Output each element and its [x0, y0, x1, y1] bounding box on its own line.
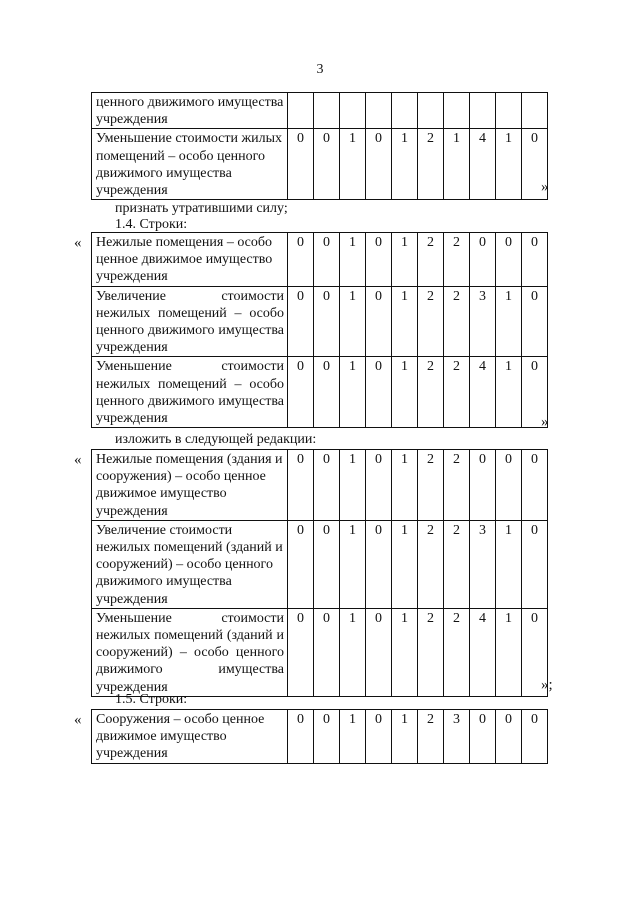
row-label: Увеличение стоимости нежилых помещений – особо ценного движимого имущества учреждения	[92, 286, 288, 357]
table-row	[92, 129, 548, 200]
code-digit-cell: 0	[366, 357, 392, 428]
code-digit-cell: 0	[522, 233, 548, 287]
code-digit-cell: 0	[496, 710, 522, 764]
code-digit-cell: 0	[470, 233, 496, 287]
code-digit-cell: 0	[288, 357, 314, 428]
code-digit-cell: 1	[496, 608, 522, 696]
code-digit-cell	[496, 93, 522, 129]
code-digit-cell: 1	[392, 520, 418, 608]
code-digit-cell	[444, 93, 470, 129]
code-digit-cell: 0	[314, 520, 340, 608]
code-digit-cell: 0	[522, 357, 548, 428]
code-digit-cell: 0	[366, 129, 392, 200]
code-digit-cell	[366, 93, 392, 129]
code-table-block-2	[91, 232, 548, 428]
row-label: Нежилые помещения – особо ценное движимое имущество учреждения	[92, 233, 288, 287]
code-digit-cell: 2	[418, 608, 444, 696]
code-digit-cell: 2	[444, 608, 470, 696]
code-digit-cell: 2	[418, 357, 444, 428]
code-digit-cell: 2	[418, 520, 444, 608]
code-digit-cell: 0	[288, 233, 314, 287]
opening-quote: «	[74, 452, 82, 468]
table-row	[92, 520, 548, 608]
row-label: Уменьшение стоимости нежилых помещений (зданий и сооружений) – особо ценного движимого имущества учреждения	[92, 608, 288, 696]
code-digit-cell: 0	[288, 520, 314, 608]
code-digit-cell: 1	[392, 710, 418, 764]
code-digit-cell: 3	[470, 286, 496, 357]
code-digit-cell: 1	[340, 233, 366, 287]
code-digit-cell: 0	[314, 608, 340, 696]
code-digit-cell: 1	[392, 357, 418, 428]
table-row	[92, 450, 548, 521]
code-digit-cell: 2	[418, 450, 444, 521]
code-digit-cell	[314, 93, 340, 129]
code-digit-cell: 1	[340, 520, 366, 608]
code-digit-cell: 0	[366, 520, 392, 608]
row-label: Нежилые помещения (здания и сооружения) – особо ценное движимое имущество учреждения	[92, 450, 288, 521]
code-digit-cell: 2	[444, 233, 470, 287]
code-digit-cell: 0	[314, 450, 340, 521]
code-digit-cell: 0	[288, 286, 314, 357]
closing-quote: »	[541, 414, 549, 430]
code-digit-cell: 1	[392, 233, 418, 287]
code-digit-cell: 1	[392, 450, 418, 521]
text-invalidate: признать утратившими силу;	[115, 201, 288, 216]
code-digit-cell: 0	[496, 450, 522, 521]
code-digit-cell	[288, 93, 314, 129]
code-digit-cell: 2	[418, 286, 444, 357]
row-label: Уменьшение стоимости жилых помещений – особо ценного движимого имущества учреждения	[92, 129, 288, 200]
row-label: Сооружения – особо ценное движимое имущество учреждения	[92, 710, 288, 764]
code-digit-cell: 2	[444, 286, 470, 357]
code-digit-cell: 2	[444, 357, 470, 428]
closing-quote: »	[541, 179, 549, 195]
code-digit-cell: 0	[314, 357, 340, 428]
code-digit-cell: 0	[288, 129, 314, 200]
table-row	[92, 286, 548, 357]
code-digit-cell: 0	[314, 286, 340, 357]
code-digit-cell: 1	[392, 608, 418, 696]
code-digit-cell: 0	[522, 608, 548, 696]
table-row	[92, 357, 548, 428]
code-digit-cell	[522, 93, 548, 129]
table-row	[92, 93, 548, 129]
code-digit-cell: 0	[366, 286, 392, 357]
code-digit-cell: 0	[288, 608, 314, 696]
code-table-block-4	[91, 709, 548, 764]
table-row	[92, 710, 548, 764]
table-row	[92, 233, 548, 287]
code-digit-cell: 1	[496, 129, 522, 200]
code-digit-cell: 1	[340, 710, 366, 764]
code-digit-cell: 2	[418, 710, 444, 764]
code-digit-cell: 0	[496, 233, 522, 287]
code-digit-cell: 0	[366, 710, 392, 764]
code-digit-cell: 1	[392, 286, 418, 357]
page-number: 3	[316, 62, 324, 77]
code-digit-cell: 2	[444, 520, 470, 608]
code-digit-cell: 1	[444, 129, 470, 200]
code-digit-cell: 0	[522, 710, 548, 764]
code-digit-cell: 2	[418, 129, 444, 200]
code-digit-cell: 0	[288, 450, 314, 521]
opening-quote: «	[74, 235, 82, 251]
code-digit-cell: 0	[522, 129, 548, 200]
code-digit-cell: 0	[314, 129, 340, 200]
code-digit-cell: 0	[366, 233, 392, 287]
code-digit-cell: 3	[444, 710, 470, 764]
code-digit-cell: 0	[288, 710, 314, 764]
code-digit-cell: 3	[470, 520, 496, 608]
code-digit-cell: 1	[340, 129, 366, 200]
code-digit-cell: 0	[522, 286, 548, 357]
code-digit-cell: 0	[470, 450, 496, 521]
code-digit-cell	[418, 93, 444, 129]
closing-quote-semicolon: »;	[541, 677, 553, 693]
code-digit-cell: 2	[418, 233, 444, 287]
row-label: Увеличение стоимости нежилых помещений (зданий и сооружений) – особо ценного движимого имущества учреждения	[92, 520, 288, 608]
code-digit-cell: 1	[340, 357, 366, 428]
code-digit-cell: 1	[340, 286, 366, 357]
code-digit-cell: 0	[366, 608, 392, 696]
code-table-block-3	[91, 449, 548, 697]
opening-quote: «	[74, 712, 82, 728]
code-digit-cell: 4	[470, 608, 496, 696]
code-digit-cell: 1	[496, 286, 522, 357]
code-digit-cell: 4	[470, 129, 496, 200]
code-digit-cell: 0	[314, 710, 340, 764]
code-digit-cell: 0	[522, 520, 548, 608]
code-table-block-1	[91, 92, 548, 200]
code-digit-cell: 1	[340, 450, 366, 521]
code-digit-cell: 0	[314, 233, 340, 287]
code-digit-cell	[340, 93, 366, 129]
row-label: ценного движимого имущества учреждения	[92, 93, 288, 129]
code-digit-cell: 1	[392, 129, 418, 200]
code-digit-cell: 2	[444, 450, 470, 521]
code-digit-cell: 1	[340, 608, 366, 696]
code-digit-cell: 4	[470, 357, 496, 428]
table-row	[92, 608, 548, 696]
code-digit-cell	[392, 93, 418, 129]
code-digit-cell: 0	[366, 450, 392, 521]
row-label: Уменьшение стоимости нежилых помещений – особо ценного движимого имущества учреждения	[92, 357, 288, 428]
code-digit-cell: 1	[496, 357, 522, 428]
code-digit-cell	[470, 93, 496, 129]
text-restate: изложить в следующей редакции:	[115, 432, 317, 447]
text-section-1-4: 1.4. Строки:	[115, 217, 188, 232]
code-digit-cell: 0	[522, 450, 548, 521]
code-digit-cell: 1	[496, 520, 522, 608]
code-digit-cell: 0	[470, 710, 496, 764]
text-section-1-5: 1.5. Строки:	[115, 692, 188, 707]
